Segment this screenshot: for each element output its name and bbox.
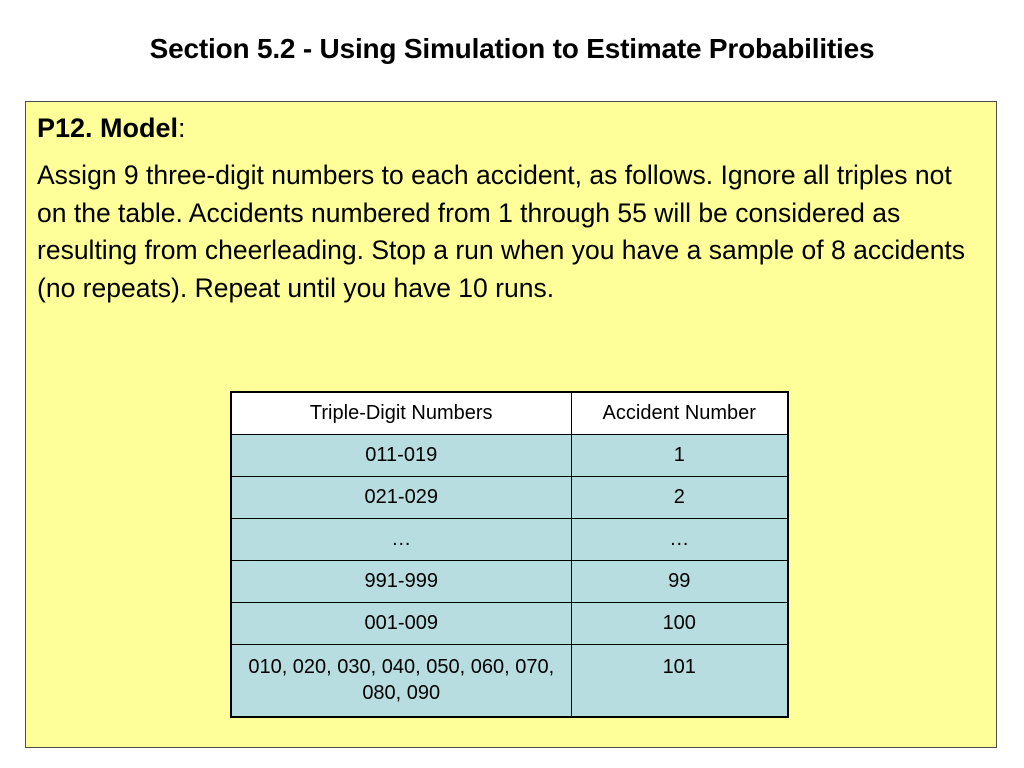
- table-row: [231, 519, 788, 561]
- model-heading: [37, 113, 186, 144]
- table-cell-accident: 99: [571, 561, 788, 603]
- table-row: [231, 477, 788, 519]
- model-description: Assign 9 three-digit numbers to each accident, as follows. Ignore all triples not on the table. Accidents numbered from 1 through 55 will be considered as resulting from cheerleading. Stop a run when you have a sample of 8 accidents (no repeats). Repeat until you have 10 runs.: [37, 160, 966, 303]
- model-heading-label: P12. Model: [37, 113, 179, 143]
- table-cell-triples: 001-009: [231, 603, 571, 645]
- table-cell-accident: …: [571, 519, 788, 561]
- content-panel: [25, 101, 997, 748]
- header-accident-number: Accident Number: [571, 392, 788, 435]
- table-header-row: [231, 392, 788, 435]
- table-cell-accident: 101: [571, 645, 788, 717]
- table-cell-triples: 010, 020, 030, 040, 050, 060, 070, 080, 090: [231, 645, 571, 717]
- table-cell-triples: 011-019: [231, 435, 571, 477]
- table-row: [231, 603, 788, 645]
- table-row: [231, 435, 788, 477]
- table-cell-triples: 991-999: [231, 561, 571, 603]
- table-cell-accident: 2: [571, 477, 788, 519]
- table-cell-accident: 100: [571, 603, 788, 645]
- table-cell-triples: 021-029: [231, 477, 571, 519]
- assignment-table: [230, 391, 789, 718]
- model-heading-colon: :: [178, 113, 186, 143]
- header-triple-digit-numbers: Triple-Digit Numbers: [231, 392, 571, 435]
- table-cell-accident: 1: [571, 435, 788, 477]
- table-cell-triples: …: [231, 519, 571, 561]
- table-row: [231, 645, 788, 717]
- table-row: [231, 561, 788, 603]
- slide-title: Section 5.2 - Using Simulation to Estimate Probabilities: [149, 33, 875, 64]
